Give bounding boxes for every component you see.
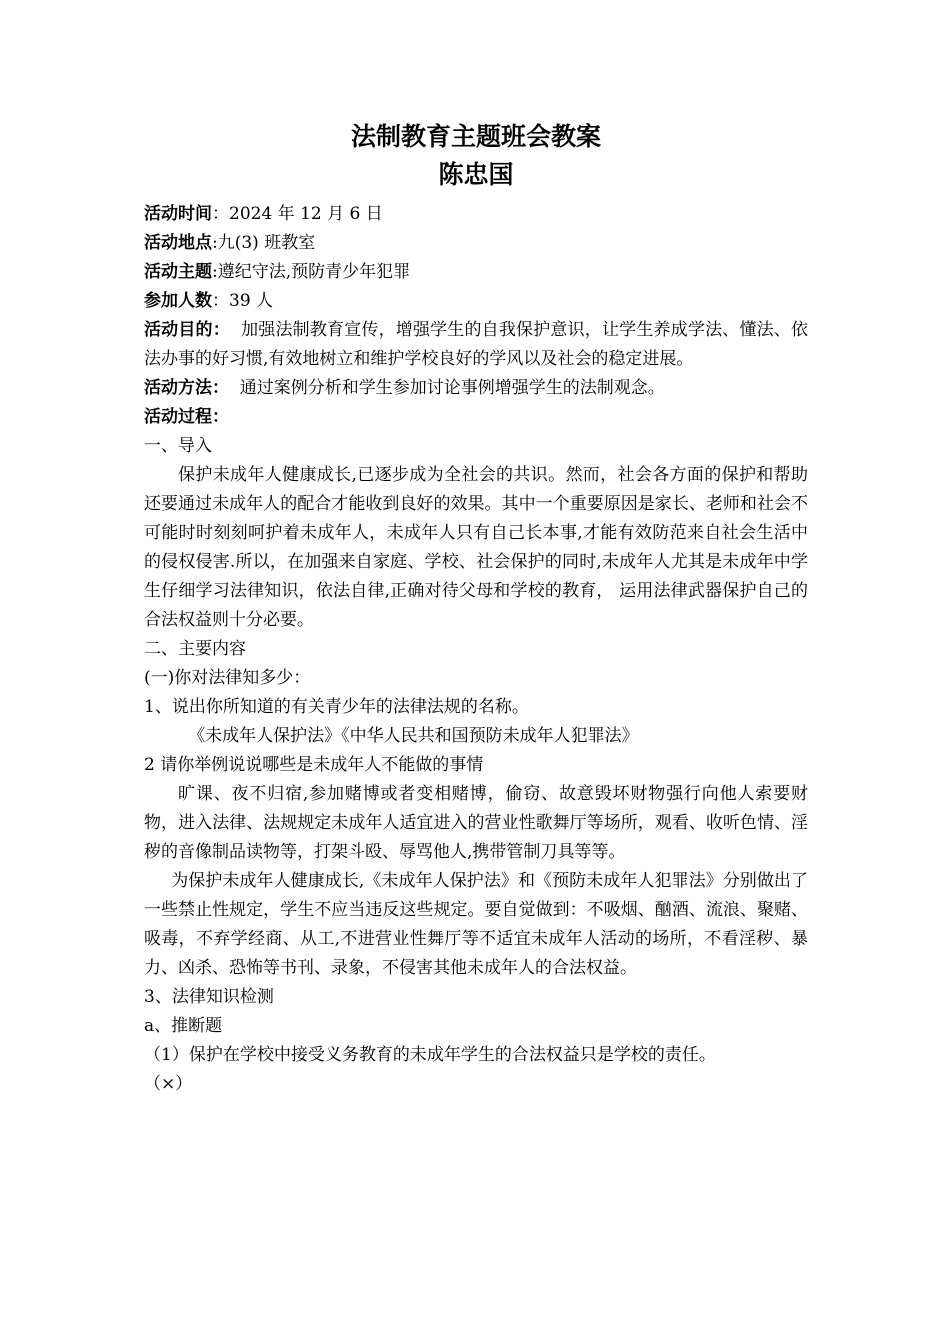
question-1: 1、说出你所知道的有关青少年的法律法规的名称。 (144, 697, 529, 717)
question-3a-item-1: （1）保护在学校中接受义务教育的未成年学生的合法权益只是学校的责任。 (144, 1045, 716, 1065)
process-label: 活动过程： (144, 407, 229, 427)
field-sep: : (212, 262, 218, 282)
field-place (144, 229, 808, 258)
question-2: 2 请你举例说说哪些是未成年人不能做的事情 (144, 755, 484, 775)
purpose-paragraph (144, 316, 808, 374)
question-3a: a、推断题 (144, 1016, 223, 1036)
intro-paragraph: 保护未成年人健康成长,已逐步成为全社会的共识。然而，社会各方面的保护和帮助还要通过未成年人的配合才能收到良好的效果。其中一个重要原因是家长、老师和社会不可能时时刻刻呵护着未成年人，未成年人只有自己长本事,才能有效防范来自社会生活中的侵权侵害.所以，在加强来自家庭、学校、社会保护的同时,未成年人尤其是未成年中学生仔细学习法律知识，依法自律,正确对待父母和学校的教育， 运用法律武器保护自己的合法权益则十分必要。 (144, 465, 808, 630)
field-sep: : (212, 233, 218, 253)
question-3: 3、法律知识检测 (144, 987, 274, 1007)
method-label: 活动方法： (144, 378, 229, 398)
field-value: 39 人 (229, 291, 274, 311)
document-page (144, 118, 808, 1099)
purpose-text: 加强法制教育宣传，增强学生的自我保护意识，让学生养成学法、懂法、依法办事的好习惯,有效地树立和维护学校良好的学风以及社会的稳定进展。 (144, 320, 808, 369)
question-2-answer: 旷课、夜不归宿,参加赌博或者变相赌博，偷窃、故意毁坏财物强行向他人索要财物，进入法律、法规规定未成年人适宜进入的营业性歌舞厅等场所，观看、收听色情、淫秽的音像制品读物等，打架斗殴、辱骂他人,携带管制刀具等等。 (144, 784, 808, 862)
field-sep: ： (212, 204, 229, 224)
field-label: 参加人数 (144, 291, 212, 311)
field-label: 活动时间 (144, 204, 212, 224)
field-count (144, 287, 808, 316)
field-value: 遵纪守法,预防青少年犯罪 (217, 262, 411, 282)
method-text: 通过案例分析和学生参加讨论事例增强学生的法制观念。 (229, 378, 665, 398)
field-time (144, 200, 808, 229)
subsection-heading: (一)你对法律知多少： (144, 668, 311, 688)
field-theme (144, 258, 808, 287)
question-3a-item-1-answer: （×） (144, 1074, 193, 1094)
method-paragraph (144, 374, 808, 403)
section-heading-intro: 一、导入 (144, 436, 212, 456)
document-title: 法制教育主题班会教案 (350, 122, 601, 151)
field-value: 九(3) 班教室 (217, 233, 316, 253)
document-author: 陈忠国 (438, 160, 514, 189)
question-2-paragraph: 为保护未成年人健康成长,《未成年人保护法》和《预防未成年人犯罪法》分别做出了一些禁止性规定，学生不应当违反这些规定。要自觉做到：不吸烟、酗酒、流浪、聚赌、吸毒，不弃学经商、从工,不进营业性舞厅等不适宜未成年人活动的场所，不看淫秽、暴力、凶杀、恐怖等书刊、录象，不侵害其他未成年人的合法权益。 (144, 871, 808, 978)
field-value: 2024 年 12 月 6 日 (229, 204, 383, 224)
section-heading-main: 二、主要内容 (144, 639, 246, 659)
field-sep: ： (212, 291, 229, 311)
question-1-answer: 《未成年人保护法》《中华人民共和国预防未成年人犯罪法》 (188, 726, 639, 746)
document-body (144, 200, 808, 1099)
purpose-label: 活动目的： (144, 320, 230, 340)
field-label: 活动主题 (144, 262, 212, 282)
field-label: 活动地点 (144, 233, 212, 253)
